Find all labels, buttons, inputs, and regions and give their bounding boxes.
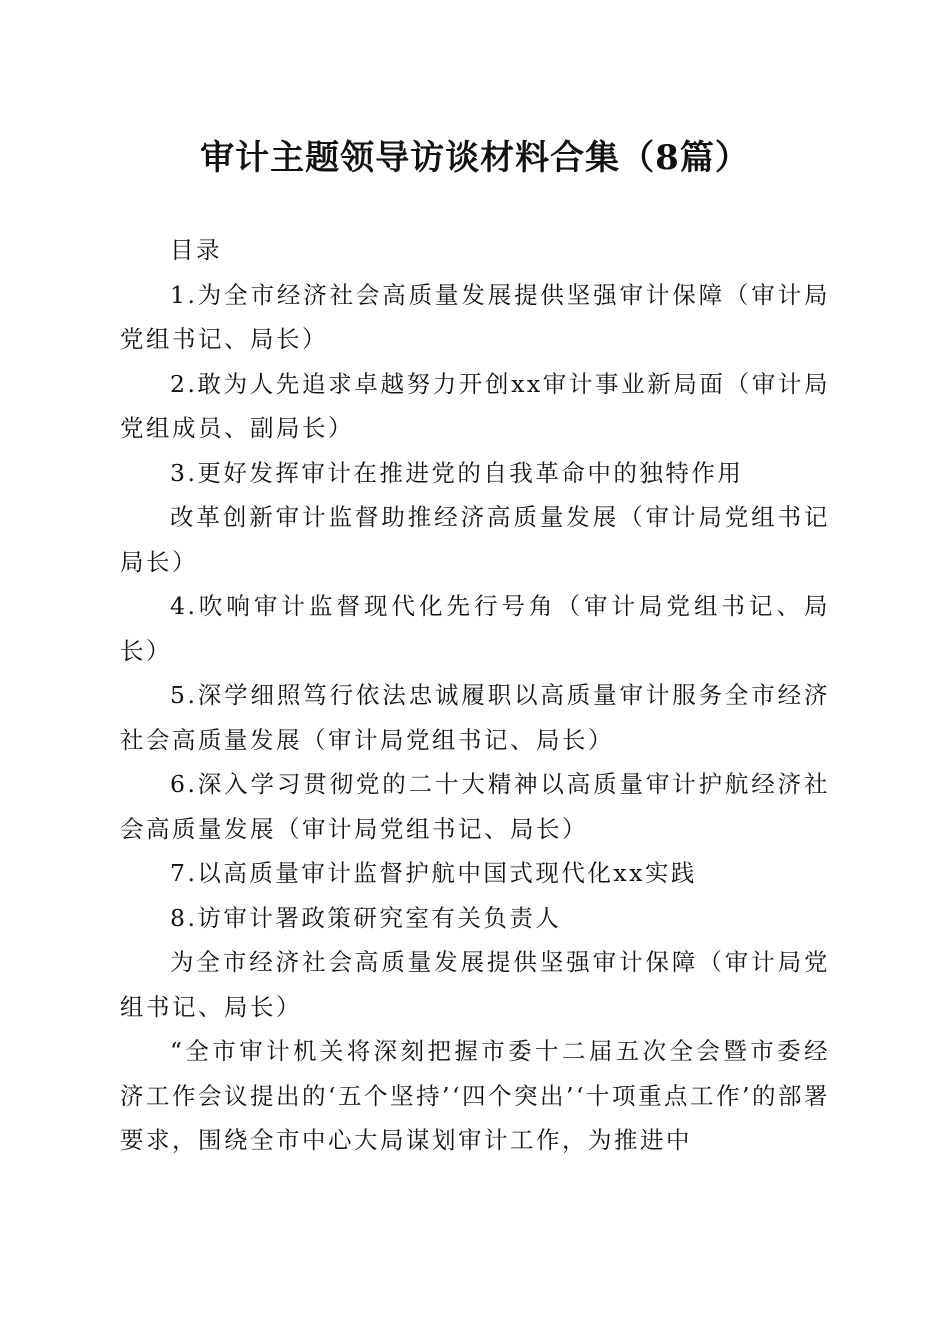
article-paragraph: “全市审计机关将深刻把握市委十二届五次全会暨市委经济工作会议提出的‘五个坚持’‘四个突出’‘十项重点工作’的部署要求，围绕全市中心大局谋划审计工作，为推进中 xyxy=(120,1037,830,1154)
toc-item-3: 3.更好发挥审计在推进党的自我革命中的独特作用 xyxy=(170,458,744,487)
toc-heading: 目录 xyxy=(170,236,222,264)
toc-item-4: 4.吹响审计监督现代化先行号角（审计局党组书记、局长） xyxy=(120,592,830,665)
toc-item-2: 2.敢为人先追求卓越努力开创xx审计事业新局面（审计局党组成员、副局长） xyxy=(120,369,830,442)
toc-item-8: 8.访审计署政策研究室有关负责人 xyxy=(170,903,562,932)
toc-item-7: 7.以高质量审计监督护航中国式现代化xx实践 xyxy=(170,859,697,887)
document-title: 审计主题领导访谈材料合集（8篇） xyxy=(200,138,750,178)
article-title: 为全市经济社会高质量发展提供坚强审计保障（审计局党组书记、局长） xyxy=(120,948,830,1021)
toc-item-6: 6.深入学习贯彻党的二十大精神以高质量审计护航经济社会高质量发展（审计局党组书记、局长） xyxy=(120,770,830,843)
document-body xyxy=(120,228,830,1163)
toc-item-1: 1.为全市经济社会高质量发展提供坚强审计保障（审计局党组书记、局长） xyxy=(120,280,830,353)
toc-item-5: 5.深学细照笃行依法忠诚履职以高质量审计服务全市经济社会高质量发展（审计局党组书记、局长） xyxy=(120,681,830,754)
toc-item-3-subtitle: 改革创新审计监督助推经济高质量发展（审计局党组书记局长） xyxy=(120,503,830,576)
